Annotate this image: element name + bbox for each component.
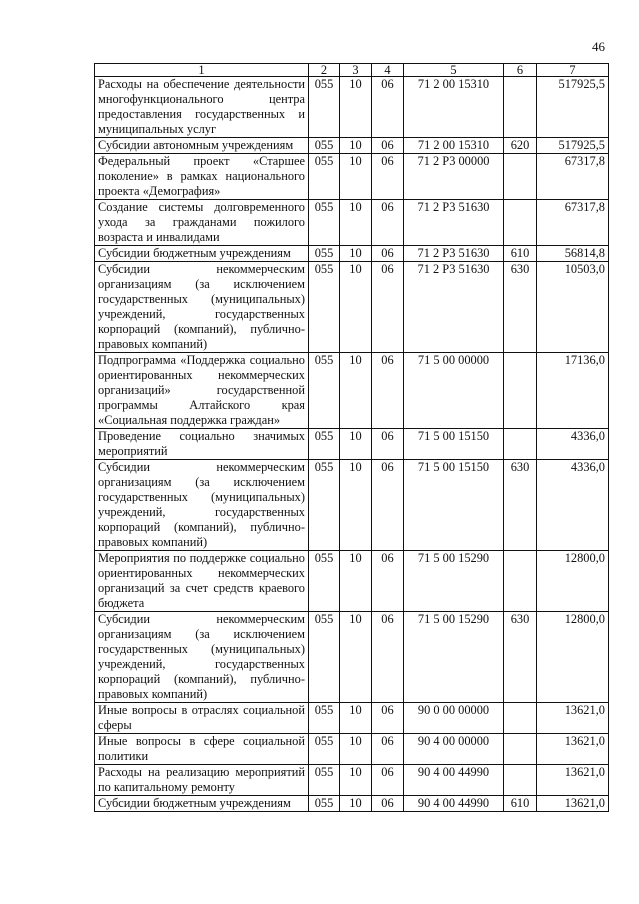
expense-name-cell: Подпрограмма «Поддержка социально ориентированных некоммерческих организаций» государственной программы Алтайского края «Социальная поддержка граждан» [95, 353, 309, 429]
subsection-code-cell: 06 [372, 77, 404, 138]
subsection-code-cell: 06 [372, 138, 404, 154]
expense-type-cell: 630 [504, 460, 537, 551]
table-row [95, 138, 609, 154]
expense-name-cell: Субсидии бюджетным учреждениям [95, 246, 309, 262]
section-code-cell: 10 [340, 262, 372, 353]
target-article-cell: 90 4 00 44990 [404, 765, 504, 796]
subsection-code-cell: 06 [372, 765, 404, 796]
amount-cell: 517925,5 [537, 77, 609, 138]
expense-type-cell [504, 703, 537, 734]
amount-cell: 4336,0 [537, 429, 609, 460]
section-code-cell: 10 [340, 154, 372, 200]
ministry-code-cell: 055 [309, 612, 340, 703]
ministry-code-cell: 055 [309, 460, 340, 551]
table-row [95, 551, 609, 612]
table-row [95, 246, 609, 262]
header-row [95, 64, 609, 77]
expense-type-cell [504, 765, 537, 796]
header-cell: 6 [504, 64, 537, 77]
ministry-code-cell: 055 [309, 429, 340, 460]
expense-name-cell: Создание системы долговременного ухода за гражданами пожилого возраста и инвалидами [95, 200, 309, 246]
expense-name-cell: Субсидии бюджетным учреждениям [95, 796, 309, 812]
section-code-cell: 10 [340, 703, 372, 734]
expense-name-cell: Субсидии некоммерческим организациям (за исключением государственных (муниципальных) учреждений, государственных корпораций (компаний), публично-правовых компаний) [95, 612, 309, 703]
ministry-code-cell: 055 [309, 246, 340, 262]
expense-type-cell [504, 551, 537, 612]
expense-type-cell: 610 [504, 796, 537, 812]
header-cell: 2 [309, 64, 340, 77]
header-cell: 3 [340, 64, 372, 77]
header-cell: 5 [404, 64, 504, 77]
section-code-cell: 10 [340, 734, 372, 765]
subsection-code-cell: 06 [372, 246, 404, 262]
subsection-code-cell: 06 [372, 460, 404, 551]
target-article-cell: 71 2 P3 51630 [404, 262, 504, 353]
amount-cell: 56814,8 [537, 246, 609, 262]
subsection-code-cell: 06 [372, 734, 404, 765]
section-code-cell: 10 [340, 429, 372, 460]
target-article-cell: 71 5 00 15290 [404, 612, 504, 703]
ministry-code-cell: 055 [309, 734, 340, 765]
expense-type-cell [504, 200, 537, 246]
expense-name-cell: Проведение социально значимых мероприятий [95, 429, 309, 460]
ministry-code-cell: 055 [309, 77, 340, 138]
expense-name-cell: Субсидии некоммерческим организациям (за исключением государственных (муниципальных) учреждений, государственных корпораций (компаний), публично-правовых компаний) [95, 460, 309, 551]
ministry-code-cell: 055 [309, 138, 340, 154]
table-row [95, 703, 609, 734]
amount-cell: 67317,8 [537, 154, 609, 200]
amount-cell: 17136,0 [537, 353, 609, 429]
expense-type-cell [504, 734, 537, 765]
target-article-cell: 71 2 P3 51630 [404, 200, 504, 246]
table-row [95, 262, 609, 353]
expense-type-cell [504, 429, 537, 460]
target-article-cell: 90 4 00 00000 [404, 734, 504, 765]
expense-type-cell [504, 353, 537, 429]
table-row [95, 353, 609, 429]
ministry-code-cell: 055 [309, 262, 340, 353]
target-article-cell: 71 5 00 15150 [404, 429, 504, 460]
expense-type-cell: 630 [504, 612, 537, 703]
budget-table [94, 63, 609, 812]
expense-name-cell: Расходы на обеспечение деятельности многофункционального центра предоставления государственных и муниципальных услуг [95, 77, 309, 138]
expense-type-cell [504, 77, 537, 138]
amount-cell: 12800,0 [537, 551, 609, 612]
target-article-cell: 90 4 00 44990 [404, 796, 504, 812]
expense-type-cell: 620 [504, 138, 537, 154]
header-cell: 4 [372, 64, 404, 77]
subsection-code-cell: 06 [372, 200, 404, 246]
expense-name-cell: Расходы на реализацию мероприятий по капитальному ремонту [95, 765, 309, 796]
header-cell: 7 [537, 64, 609, 77]
subsection-code-cell: 06 [372, 612, 404, 703]
table-row [95, 460, 609, 551]
ministry-code-cell: 055 [309, 154, 340, 200]
table-row [95, 77, 609, 138]
target-article-cell: 90 0 00 00000 [404, 703, 504, 734]
table-row [95, 765, 609, 796]
target-article-cell: 71 2 00 15310 [404, 77, 504, 138]
table-row [95, 200, 609, 246]
amount-cell: 13621,0 [537, 734, 609, 765]
expense-name-cell: Иные вопросы в отраслях социальной сферы [95, 703, 309, 734]
amount-cell: 13621,0 [537, 765, 609, 796]
section-code-cell: 10 [340, 353, 372, 429]
amount-cell: 13621,0 [537, 796, 609, 812]
expense-name-cell: Мероприятия по поддержке социально ориентированных некоммерческих организаций за счет средств краевого бюджета [95, 551, 309, 612]
ministry-code-cell: 055 [309, 765, 340, 796]
amount-cell: 517925,5 [537, 138, 609, 154]
subsection-code-cell: 06 [372, 429, 404, 460]
subsection-code-cell: 06 [372, 262, 404, 353]
section-code-cell: 10 [340, 246, 372, 262]
target-article-cell: 71 5 00 00000 [404, 353, 504, 429]
expense-type-cell [504, 154, 537, 200]
section-code-cell: 10 [340, 551, 372, 612]
amount-cell: 4336,0 [537, 460, 609, 551]
expense-type-cell: 610 [504, 246, 537, 262]
section-code-cell: 10 [340, 138, 372, 154]
section-code-cell: 10 [340, 77, 372, 138]
target-article-cell: 71 5 00 15150 [404, 460, 504, 551]
amount-cell: 67317,8 [537, 200, 609, 246]
amount-cell: 13621,0 [537, 703, 609, 734]
subsection-code-cell: 06 [372, 703, 404, 734]
section-code-cell: 10 [340, 796, 372, 812]
page-number: 46 [592, 39, 605, 54]
amount-cell: 12800,0 [537, 612, 609, 703]
subsection-code-cell: 06 [372, 796, 404, 812]
table-row [95, 796, 609, 812]
subsection-code-cell: 06 [372, 551, 404, 612]
target-article-cell: 71 5 00 15290 [404, 551, 504, 612]
subsection-code-cell: 06 [372, 353, 404, 429]
subsection-code-cell: 06 [372, 154, 404, 200]
table-row [95, 154, 609, 200]
table-row [95, 734, 609, 765]
section-code-cell: 10 [340, 460, 372, 551]
ministry-code-cell: 055 [309, 551, 340, 612]
header-cell: 1 [95, 64, 309, 77]
table-row [95, 612, 609, 703]
section-code-cell: 10 [340, 765, 372, 796]
table-row [95, 429, 609, 460]
ministry-code-cell: 055 [309, 200, 340, 246]
expense-name-cell: Субсидии автономным учреждениям [95, 138, 309, 154]
ministry-code-cell: 055 [309, 796, 340, 812]
target-article-cell: 71 2 00 15310 [404, 138, 504, 154]
ministry-code-cell: 055 [309, 703, 340, 734]
target-article-cell: 71 2 P3 51630 [404, 246, 504, 262]
expense-name-cell: Федеральный проект «Старшее поколение» в рамках национального проекта «Демография» [95, 154, 309, 200]
expense-type-cell: 630 [504, 262, 537, 353]
ministry-code-cell: 055 [309, 353, 340, 429]
target-article-cell: 71 2 P3 00000 [404, 154, 504, 200]
expense-name-cell: Иные вопросы в сфере социальной политики [95, 734, 309, 765]
amount-cell: 10503,0 [537, 262, 609, 353]
section-code-cell: 10 [340, 200, 372, 246]
section-code-cell: 10 [340, 612, 372, 703]
expense-name-cell: Субсидии некоммерческим организациям (за исключением государственных (муниципальных) учреждений, государственных корпораций (компаний), публично-правовых компаний) [95, 262, 309, 353]
